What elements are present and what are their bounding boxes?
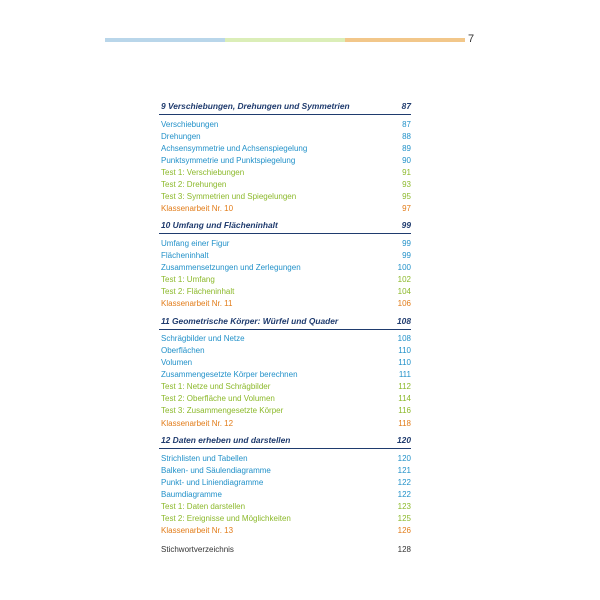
entry-label: Drehungen <box>161 131 201 141</box>
entry-page: 99 <box>402 250 411 260</box>
index-page: 128 <box>397 544 411 554</box>
section-spacer <box>159 310 411 313</box>
entry-label: Test 2: Oberfläche und Volumen <box>161 394 275 404</box>
entry-label: Zusammengesetzte Körper berechnen <box>161 370 298 380</box>
entry-label: Strichlisten und Tabellen <box>161 453 248 463</box>
section-divider <box>159 114 411 115</box>
toc-entry[interactable] <box>159 369 411 381</box>
entry-label: Test 1: Umfang <box>161 275 215 285</box>
toc-entry[interactable] <box>159 202 411 214</box>
toc-entry[interactable] <box>159 345 411 357</box>
entry-label: Umfang einer Figur <box>161 238 230 248</box>
entry-label: Test 1: Netze und Schrägbilder <box>161 382 271 392</box>
color-bar-segment-blue <box>105 38 225 42</box>
section-title: 12 Daten erheben und darstellen <box>161 435 291 446</box>
toc-entry[interactable] <box>159 130 411 142</box>
index-entry[interactable] <box>159 543 411 555</box>
entry-label: Test 2: Drehungen <box>161 179 227 189</box>
entry-page: 120 <box>397 453 411 463</box>
section-divider <box>159 233 411 234</box>
page-number: 7 <box>468 33 475 45</box>
entry-page: 122 <box>397 489 411 499</box>
toc-entry[interactable] <box>159 274 411 286</box>
toc-entry[interactable] <box>159 500 411 512</box>
entry-page: 95 <box>402 191 411 201</box>
toc-entry[interactable] <box>159 154 411 166</box>
header-color-bar <box>105 38 465 42</box>
toc-entry[interactable] <box>159 249 411 261</box>
toc-entry[interactable] <box>159 333 411 345</box>
entry-label: Punkt- und Liniendiagramme <box>161 477 264 487</box>
section-header[interactable] <box>159 434 411 446</box>
section-spacer <box>159 214 411 217</box>
entry-page: 88 <box>402 131 411 141</box>
entry-page: 118 <box>398 418 411 428</box>
entry-page: 110 <box>398 346 411 356</box>
entry-label: Test 1: Verschiebungen <box>161 167 245 177</box>
toc-section <box>159 434 411 539</box>
color-bar-segment-orange <box>345 38 465 42</box>
section-header[interactable] <box>159 219 411 231</box>
entry-label: Klassenarbeit Nr. 10 <box>161 203 234 213</box>
toc-entry[interactable] <box>159 142 411 154</box>
entry-page: 111 <box>398 370 411 380</box>
entry-label: Test 2: Ereignisse und Möglichkeiten <box>161 513 291 523</box>
entry-page: 122 <box>397 477 411 487</box>
section-page: 87 <box>401 101 411 111</box>
toc-entry[interactable] <box>159 512 411 524</box>
entry-label: Test 2: Flächeninhalt <box>161 287 235 297</box>
section-divider <box>159 329 411 330</box>
entry-page: 100 <box>397 262 411 272</box>
entry-page: 108 <box>397 334 411 344</box>
toc-entry[interactable] <box>159 261 411 273</box>
toc-entry[interactable] <box>159 405 411 417</box>
entry-page: 125 <box>397 513 411 523</box>
toc-section <box>159 315 411 432</box>
toc-entry[interactable] <box>159 452 411 464</box>
entry-label: Achsensymmetrie und Achsenspiegelung <box>161 143 308 153</box>
toc-entry[interactable] <box>159 178 411 190</box>
entry-label: Test 3: Zusammengesetzte Körper <box>161 406 284 416</box>
section-page: 120 <box>397 435 411 446</box>
entry-label: Punktsymmetrie und Punktspiegelung <box>161 155 296 165</box>
toc-entry[interactable] <box>159 476 411 488</box>
section-header[interactable] <box>159 315 411 327</box>
entry-page: 106 <box>397 299 411 309</box>
entry-page: 91 <box>402 167 411 177</box>
entry-page: 97 <box>402 203 411 213</box>
toc-entry[interactable] <box>159 393 411 405</box>
entry-page: 112 <box>398 382 411 392</box>
toc-entry[interactable] <box>159 524 411 536</box>
section-spacer <box>159 536 411 539</box>
entry-label: Zusammensetzungen und Zerlegungen <box>161 262 301 272</box>
toc-entry[interactable] <box>159 464 411 476</box>
entry-page: 126 <box>397 525 411 535</box>
entry-page: 93 <box>402 179 411 189</box>
entry-label: Oberflächen <box>161 346 205 356</box>
entry-page: 87 <box>402 119 411 129</box>
toc-entry[interactable] <box>159 381 411 393</box>
entry-label: Balken- und Säulendiagramme <box>161 465 271 475</box>
section-title: 9 Verschiebungen, Drehungen und Symmetrien <box>161 101 350 111</box>
section-spacer <box>159 429 411 432</box>
entry-page: 110 <box>398 358 411 368</box>
entry-page: 102 <box>397 275 411 285</box>
toc-entry[interactable] <box>159 166 411 178</box>
toc-entry[interactable] <box>159 237 411 249</box>
entry-label: Verschiebungen <box>161 119 219 129</box>
entry-page: 99 <box>402 238 411 248</box>
section-page: 99 <box>401 220 411 231</box>
entry-page: 123 <box>397 501 411 511</box>
section-header[interactable] <box>159 100 411 112</box>
entry-label: Test 3: Symmetrien und Spiegelungen <box>161 191 297 201</box>
section-divider <box>159 448 411 449</box>
toc-entry[interactable] <box>159 118 411 130</box>
entry-label: Flächeninhalt <box>161 250 209 260</box>
index-label: Stichwortverzeichnis <box>161 544 234 554</box>
entry-label: Klassenarbeit Nr. 13 <box>161 525 234 535</box>
entry-page: 114 <box>398 394 411 404</box>
entry-label: Schrägbilder und Netze <box>161 334 245 344</box>
toc-entry[interactable] <box>159 357 411 369</box>
entry-page: 89 <box>402 143 411 153</box>
entry-label: Klassenarbeit Nr. 11 <box>161 299 233 309</box>
entry-label: Baumdiagramme <box>161 489 222 499</box>
toc-entry[interactable] <box>159 286 411 298</box>
toc-entry[interactable] <box>159 488 411 500</box>
entry-page: 104 <box>397 287 411 297</box>
section-page: 108 <box>397 315 411 326</box>
toc-entry[interactable] <box>159 190 411 202</box>
section-title: 11 Geometrische Körper: Würfel und Quader <box>161 315 339 326</box>
entry-label: Volumen <box>161 358 193 368</box>
toc-entry[interactable] <box>159 417 411 429</box>
section-title: 10 Umfang und Flächeninhalt <box>161 220 278 231</box>
table-of-contents <box>159 98 411 555</box>
entry-label: Klassenarbeit Nr. 12 <box>161 418 234 428</box>
color-bar-segment-green <box>225 38 345 42</box>
toc-entry[interactable] <box>159 298 411 310</box>
entry-page: 90 <box>402 155 411 165</box>
toc-section <box>159 100 411 217</box>
toc-section <box>159 219 411 312</box>
entry-page: 121 <box>397 465 411 475</box>
entry-label: Test 1: Daten darstellen <box>161 501 246 511</box>
entry-page: 116 <box>398 406 411 416</box>
